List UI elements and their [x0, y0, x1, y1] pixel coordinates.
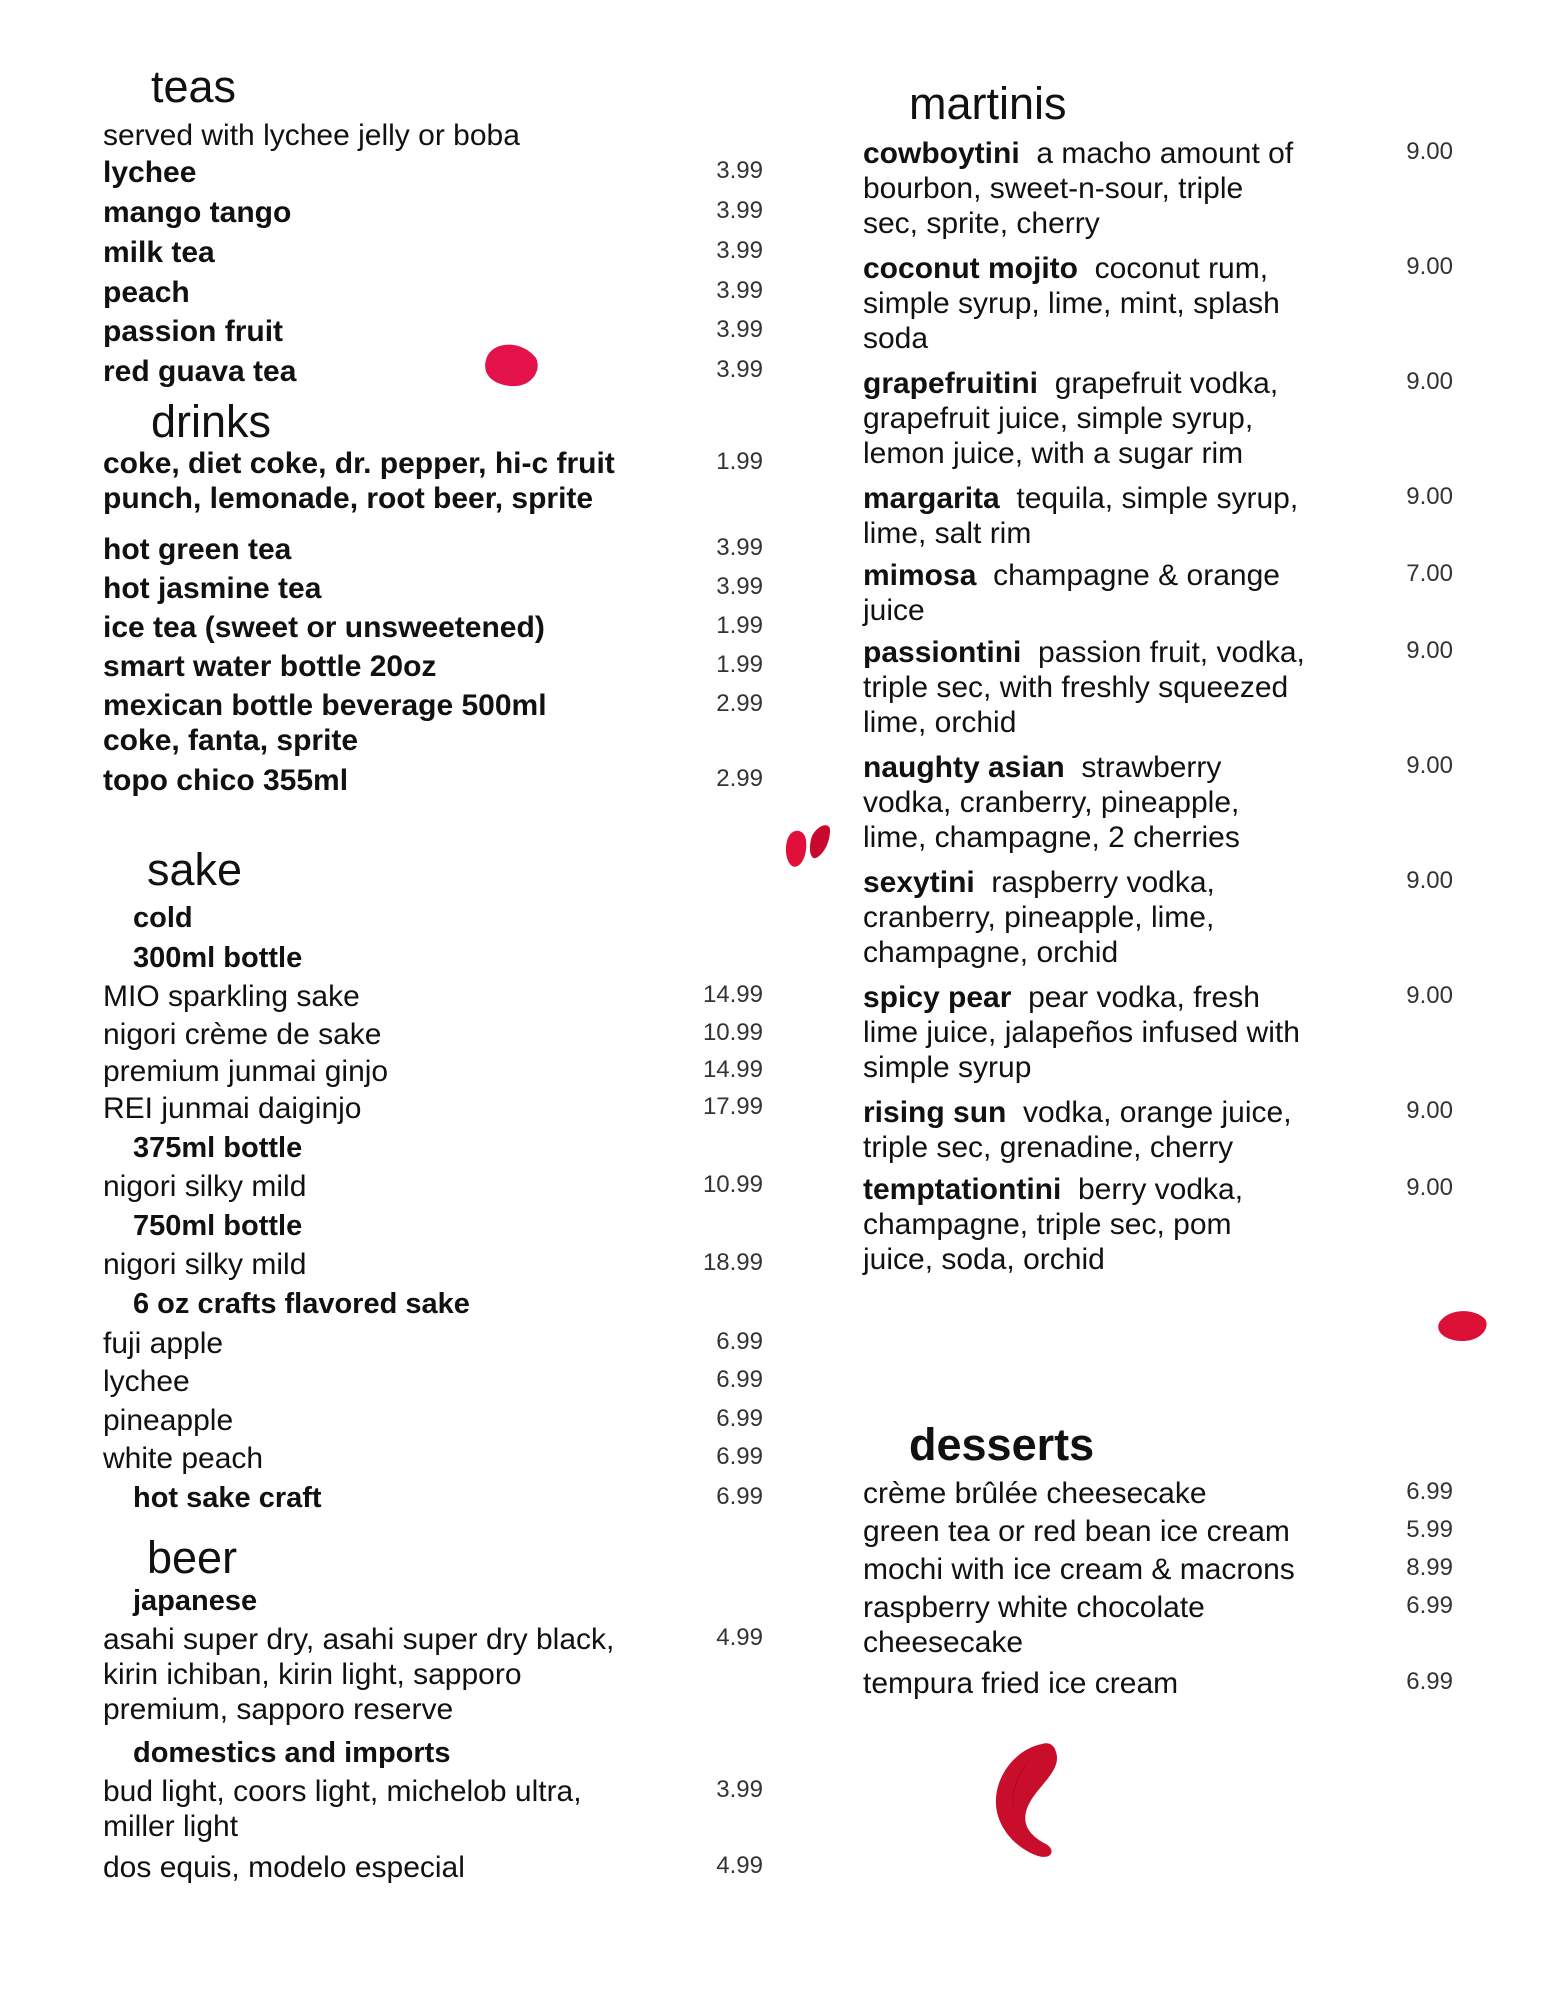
beer-japanese-line-1: asahi super dry, asahi super dry black, [103, 1623, 615, 1656]
martini-item-name: sexytini [863, 866, 975, 899]
tea-item-name: peach [103, 276, 190, 309]
martini-item-desc: grapefruit vodka, [1054, 367, 1279, 400]
martini-item-price: 9.00 [1406, 1174, 1453, 1201]
tea-item-price: 3.99 [716, 356, 763, 383]
martini-item-price: 9.00 [1406, 982, 1453, 1009]
martini-item-desc: triple sec, grenadine, cherry [863, 1131, 1234, 1164]
sake-title: sake [147, 844, 243, 895]
drink-item-price: 1.99 [716, 612, 763, 639]
martini-item-desc: tequila, simple syrup, [1016, 482, 1299, 515]
sake-item-name: nigori silky mild [103, 1248, 307, 1281]
drink-item-price: 2.99 [716, 690, 763, 717]
dessert-item-price: 8.99 [1406, 1554, 1453, 1581]
drink-item-price: 1.99 [716, 651, 763, 678]
beer-japanese-price: 4.99 [716, 1624, 763, 1651]
craft-item-price: 6.99 [716, 1366, 763, 1393]
beer-japanese-heading: japanese [133, 1585, 258, 1617]
martini-item-price: 9.00 [1406, 752, 1453, 779]
martini-item-desc: grapefruit juice, simple syrup, [863, 402, 1254, 435]
drink-item-price: 2.99 [716, 765, 763, 792]
sake-375ml-heading: 375ml bottle [133, 1132, 303, 1164]
dessert-item-line: mochi with ice cream & macrons [863, 1553, 1295, 1586]
drink-item-line: coke, fanta, sprite [103, 724, 359, 757]
martini-item-desc: berry vodka, [1077, 1173, 1244, 1206]
craft-item-name: white peach [103, 1442, 264, 1475]
drink-item-price: 1.99 [716, 448, 763, 475]
spacer [1078, 252, 1095, 285]
craft-item-price: 6.99 [716, 1328, 763, 1355]
martini-item-name: cowboytini [863, 137, 1020, 170]
martini-item-desc: bourbon, sweet-n-sour, triple [863, 172, 1244, 205]
martini-item-desc: lime, salt rim [863, 517, 1032, 550]
sake-item-price: 14.99 [702, 981, 763, 1008]
martini-item-name: margarita [863, 482, 1000, 515]
spacer [1065, 751, 1082, 784]
beer-item-price: 4.99 [716, 1852, 763, 1879]
martini-item-desc: lemon juice, with a sugar rim [863, 437, 1244, 470]
beer-title: beer [147, 1532, 238, 1583]
sake-item-name: REI junmai daiginjo [103, 1092, 362, 1125]
martini-item-desc: juice, soda, orchid [863, 1243, 1105, 1276]
martini-item-name: mimosa [863, 559, 977, 592]
drink-item-line: topo chico 355ml [103, 764, 349, 797]
sake-300ml-heading: 300ml bottle [133, 942, 303, 974]
martini-item-desc: simple syrup, lime, mint, splash [863, 287, 1280, 320]
rose-petal-icon [784, 818, 834, 874]
sake-cold-heading: cold [133, 902, 193, 934]
teas-title: teas [151, 61, 237, 112]
rose-petal-icon [480, 340, 542, 392]
dessert-item-price: 6.99 [1406, 1592, 1453, 1619]
drinks-title: drinks [151, 396, 272, 447]
beer-item-line: dos equis, modelo especial [103, 1851, 465, 1884]
martini-item-desc: cranberry, pineapple, lime, [863, 901, 1215, 934]
dessert-item-price: 5.99 [1406, 1516, 1453, 1543]
drink-item-price: 3.99 [716, 534, 763, 561]
dessert-item-line: crème brûlée cheesecake [863, 1477, 1207, 1510]
sake-item-price: 18.99 [702, 1249, 763, 1276]
craft-item-name: lychee [103, 1365, 190, 1398]
rose-petal-icon [990, 1740, 1070, 1860]
martinis-title: martinis [909, 78, 1067, 129]
martini-item-desc: champagne & orange [993, 559, 1280, 592]
martini-item-price: 7.00 [1406, 560, 1453, 587]
dessert-item-line: raspberry white chocolate [863, 1591, 1205, 1624]
teas-note: served with lychee jelly or boba [103, 119, 520, 152]
rose-petal-icon [1437, 1307, 1489, 1343]
martini-item-desc: juice [863, 594, 925, 627]
martini-item-price: 9.00 [1406, 637, 1453, 664]
spacer [976, 559, 993, 592]
drink-item-line: smart water bottle 20oz [103, 650, 437, 683]
sake-item-price: 17.99 [702, 1093, 763, 1120]
martini-item-price: 9.00 [1406, 867, 1453, 894]
martini-item-desc: champagne, orchid [863, 936, 1119, 969]
sake-item-price: 10.99 [702, 1019, 763, 1046]
tea-item-price: 3.99 [716, 277, 763, 304]
martini-item-desc: champagne, triple sec, pom [863, 1208, 1232, 1241]
drink-item-line: mexican bottle beverage 500ml [103, 689, 547, 722]
beer-domestics-heading: domestics and imports [133, 1737, 451, 1769]
martini-item-name: temptationtini [863, 1173, 1062, 1206]
martini-item-desc: simple syrup [863, 1051, 1032, 1084]
tea-item-name: milk tea [103, 236, 215, 269]
tea-item-price: 3.99 [716, 197, 763, 224]
martini-item-desc: lime, orchid [863, 706, 1017, 739]
craft-item-name: fuji apple [103, 1327, 224, 1360]
martini-item-desc: passion fruit, vodka, [1038, 636, 1305, 669]
martini-item-price: 9.00 [1406, 368, 1453, 395]
martini-item-desc: a macho amount of [1036, 137, 1294, 170]
sake-crafts-heading: 6 oz crafts flavored sake [133, 1288, 470, 1320]
sake-item-name: nigori crème de sake [103, 1018, 382, 1051]
spacer [1021, 636, 1038, 669]
dessert-item-line: tempura fried ice cream [863, 1667, 1179, 1700]
martini-item-name: coconut mojito [863, 252, 1078, 285]
craft-item-name: pineapple [103, 1404, 234, 1437]
martini-item-name: grapefruitini [863, 367, 1039, 400]
tea-item-price: 3.99 [716, 237, 763, 264]
dessert-item-line: cheesecake [863, 1626, 1024, 1659]
craft-item-price: 6.99 [716, 1443, 763, 1470]
beer-item-line: miller light [103, 1810, 239, 1843]
spacer [1020, 137, 1037, 170]
tea-item-name: lychee [103, 156, 197, 189]
beer-item-line: bud light, coors light, michelob ultra, [103, 1775, 582, 1808]
tea-item-price: 3.99 [716, 157, 763, 184]
martini-item-desc: coconut rum, [1094, 252, 1269, 285]
drink-item-line: hot green tea [103, 533, 292, 566]
hot-sake-heading: hot sake craft [133, 1482, 322, 1514]
spacer [1000, 482, 1017, 515]
martini-item-price: 9.00 [1406, 253, 1453, 280]
sake-item-name: nigori silky mild [103, 1170, 307, 1203]
martini-item-price: 9.00 [1406, 483, 1453, 510]
beer-japanese-line-3: premium, sapporo reserve [103, 1693, 454, 1726]
spacer [975, 866, 992, 899]
drink-item-line: punch, lemonade, root beer, sprite [103, 482, 594, 515]
dessert-item-price: 6.99 [1406, 1478, 1453, 1505]
martini-item-desc: soda [863, 322, 929, 355]
martini-item-desc: pear vodka, fresh [1028, 981, 1260, 1014]
sake-item-name: MIO sparkling sake [103, 980, 360, 1013]
sake-item-price: 10.99 [702, 1171, 763, 1198]
spacer [1038, 367, 1055, 400]
martini-item-desc: lime, champagne, 2 cherries [863, 821, 1240, 854]
dessert-item-line: green tea or red bean ice cream [863, 1515, 1290, 1548]
craft-item-price: 6.99 [716, 1405, 763, 1432]
beer-item-price: 3.99 [716, 1776, 763, 1803]
martini-item-name: rising sun [863, 1096, 1007, 1129]
hot-sake-price: 6.99 [716, 1483, 763, 1510]
martini-item-desc: vodka, cranberry, pineapple, [863, 786, 1240, 819]
spacer [1006, 1096, 1023, 1129]
spacer [1061, 1173, 1078, 1206]
tea-item-name: red guava tea [103, 355, 297, 388]
martini-item-desc: triple sec, with freshly squeezed [863, 671, 1289, 704]
martini-item-name: passiontini [863, 636, 1022, 669]
drink-item-price: 3.99 [716, 573, 763, 600]
martini-item-desc: vodka, orange juice, [1023, 1096, 1292, 1129]
martini-item-name: naughty asian [863, 751, 1065, 784]
drink-item-line: coke, diet coke, dr. pepper, hi-c fruit [103, 447, 615, 480]
desserts-title: desserts [909, 1419, 1095, 1470]
drink-item-line: ice tea (sweet or unsweetened) [103, 611, 545, 644]
martini-item-desc: raspberry vodka, [991, 866, 1215, 899]
martini-item-desc: lime juice, jalapeños infused with [863, 1016, 1300, 1049]
martini-item-name: spicy pear [863, 981, 1012, 1014]
martini-item-desc: sec, sprite, cherry [863, 207, 1100, 240]
martini-item-price: 9.00 [1406, 138, 1453, 165]
tea-item-price: 3.99 [716, 316, 763, 343]
drink-item-line: hot jasmine tea [103, 572, 322, 605]
martini-item-desc: strawberry [1081, 751, 1222, 784]
beer-japanese-line-2: kirin ichiban, kirin light, sapporo [103, 1658, 522, 1691]
spacer [1011, 981, 1028, 1014]
martini-item-price: 9.00 [1406, 1097, 1453, 1124]
dessert-item-price: 6.99 [1406, 1668, 1453, 1695]
sake-750ml-heading: 750ml bottle [133, 1210, 303, 1242]
tea-item-name: mango tango [103, 196, 292, 229]
sake-item-price: 14.99 [702, 1056, 763, 1083]
sake-item-name: premium junmai ginjo [103, 1055, 389, 1088]
tea-item-name: passion fruit [103, 315, 284, 348]
